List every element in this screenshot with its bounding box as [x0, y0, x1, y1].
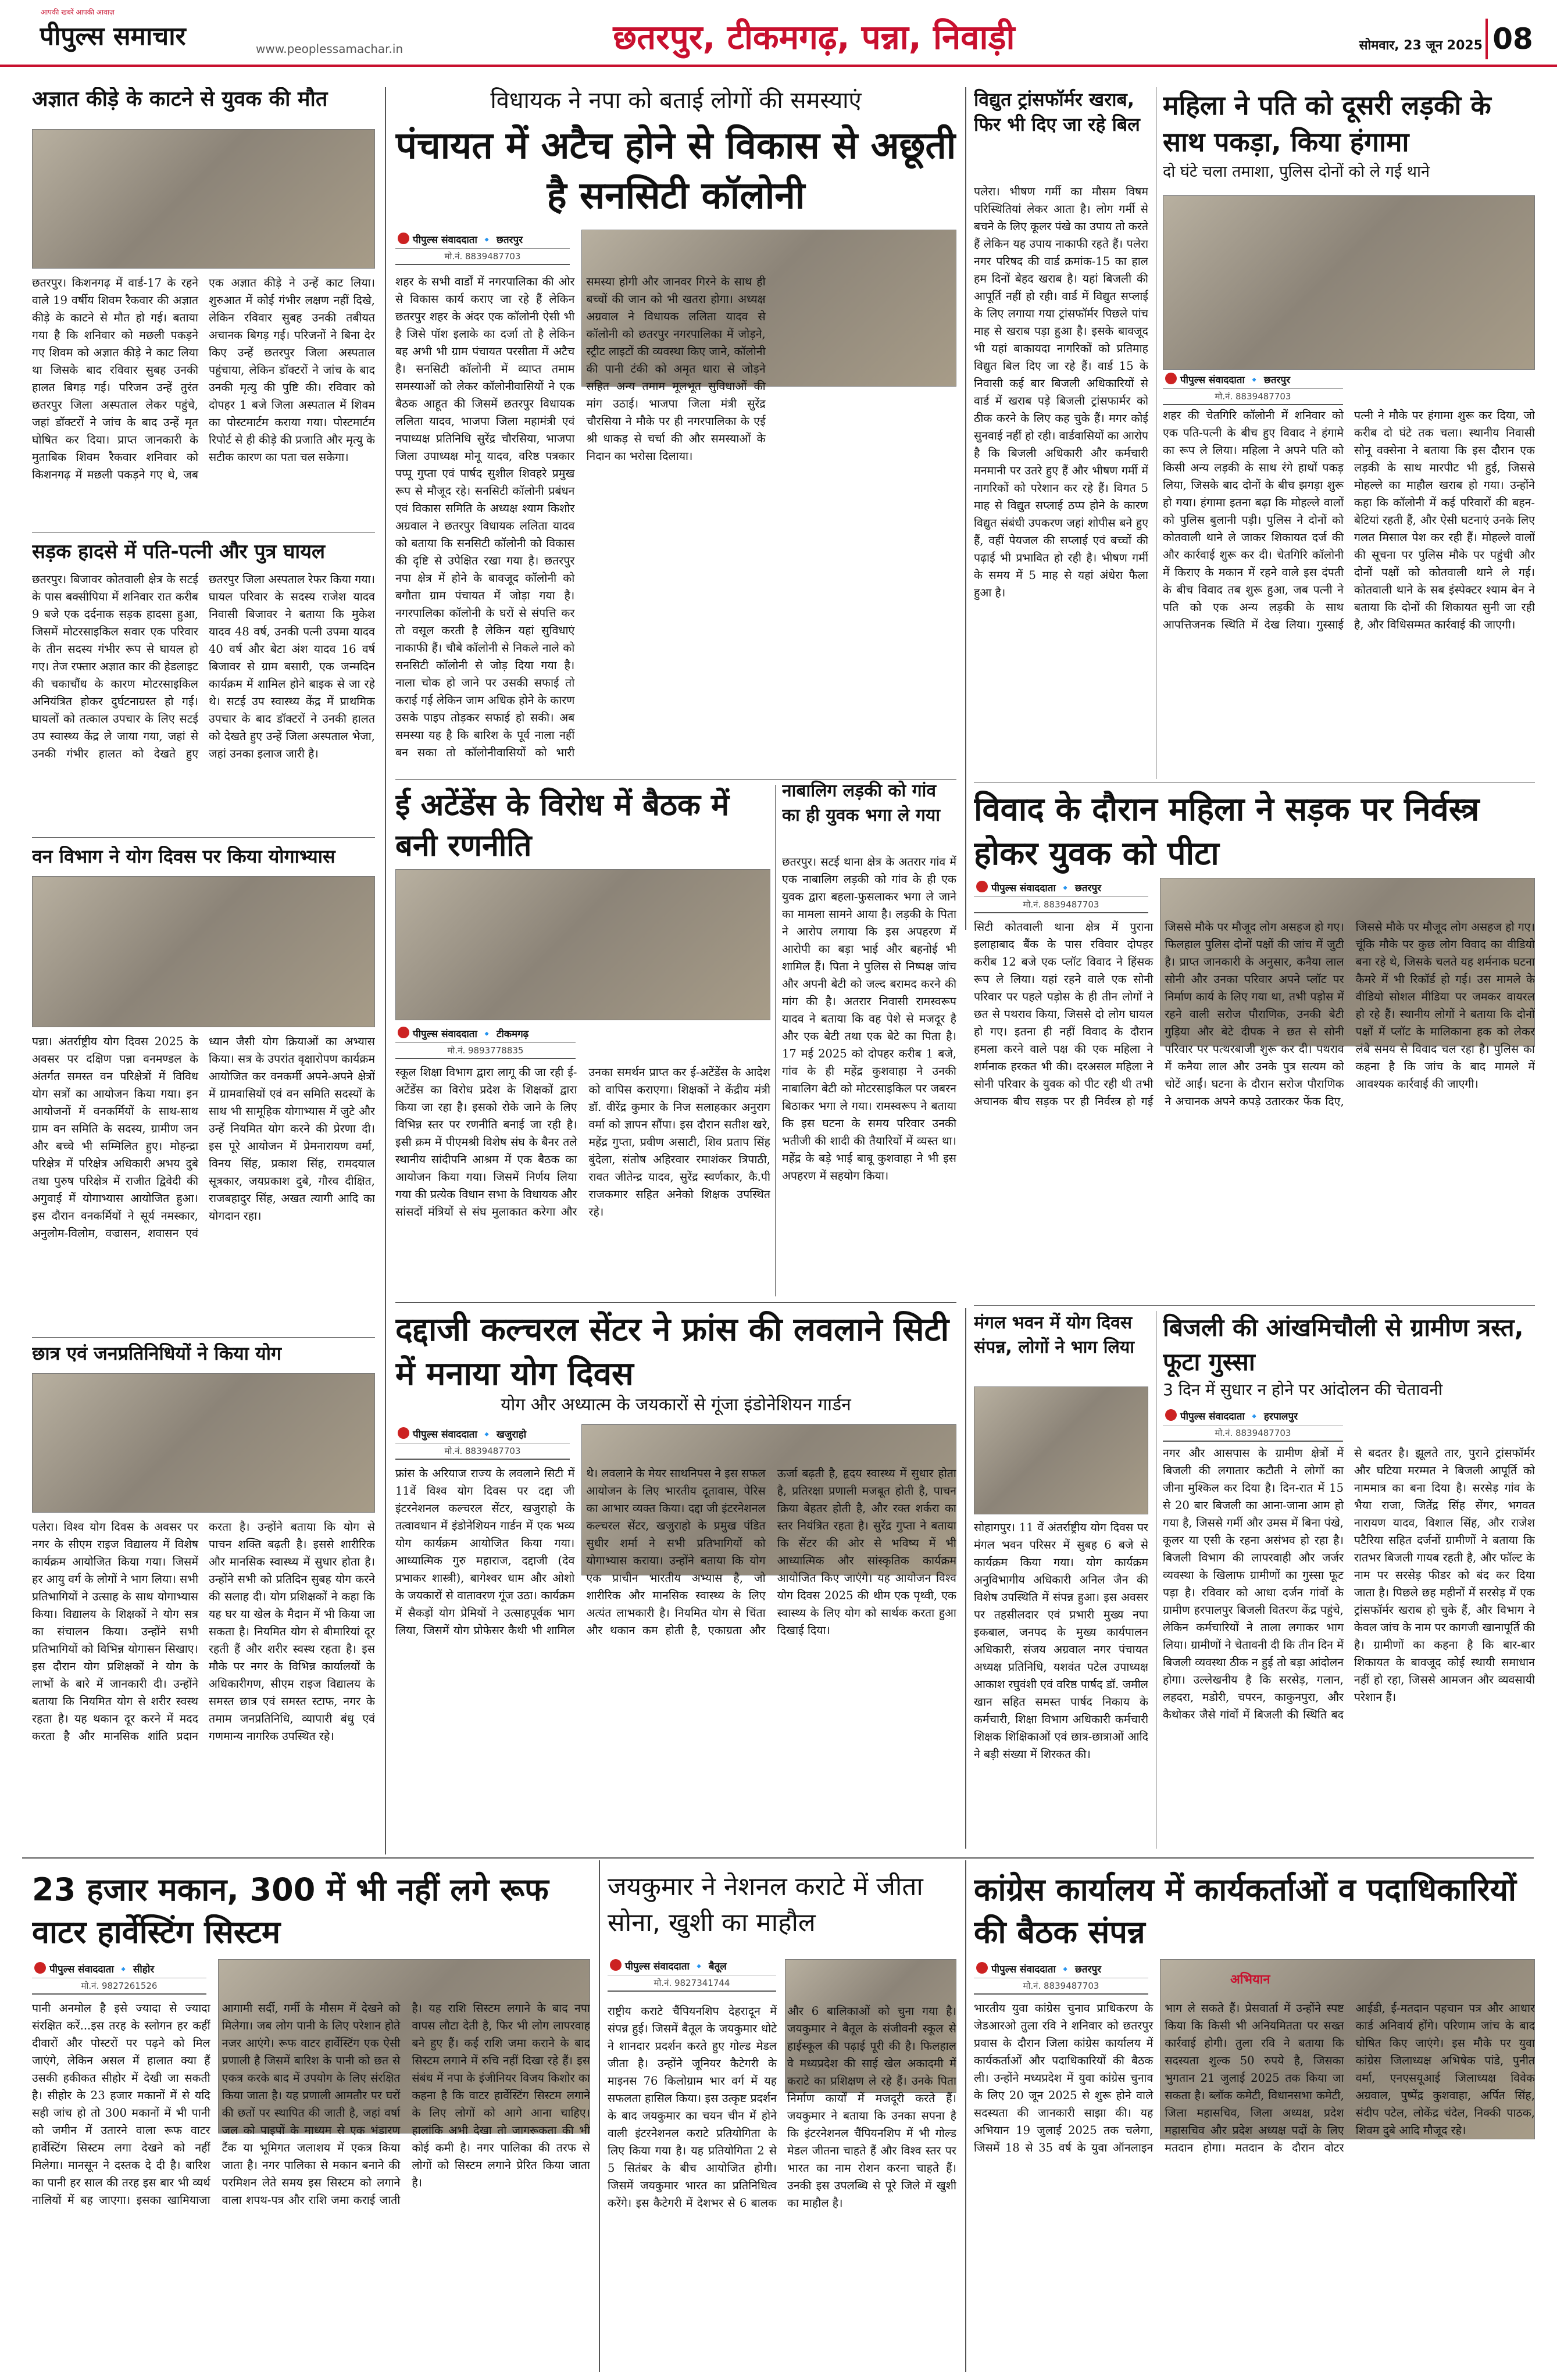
article-body: छतरपुर। किशनगढ़ में वार्ड-17 के रहने वाले 19 वर्षीय शिवम रैकवार की अज्ञात कीड़े के काटने से मौत हो गई। बताया गया है कि शनिवार को मछली पकड़ने गए शिवम को अज्ञात कीड़े ने काट लिया था जिसके बाद रविवार सुबह उनकी हालत बिगड़ गई। परिजन उन्हें तुरंत छतरपुर जिला अस्पताल लेकर पहुंचे, जहां डॉक्टरों ने जांच के बाद उन्हें मृत घोषित कर दिया। प्राप्त जानकारी के मुताबिक शिवम रैकवार शनिवार को किशनगढ़ में मछली पकड़ने गए थे, जब एक अज्ञात कीड़े ने उन्हें काट लिया। शुरुआत में कोई गंभीर लक्षण नहीं दिखे, लेकिन रविवार सुबह उनकी तबीयत अचानक बिगड़ गई। परिजनों ने बिना देर किए उन्हें छतरपुर जिला अस्पताल पहुंचाया, लेकिन डॉक्टरों ने जांच के बाद उनकी मृत्यु की पुष्टि की। रविवार को दोपहर 1 बजे जिला अस्पताल में शिवम का पोस्टमार्टम कराया गया। पोस्टमार्टम रिपोर्ट से ही कीड़े की प्रजाति और मृत्यु के सटीक कारण का पता चल सकेगा।: [32, 276, 375, 481]
article-body: फ्रांस के अरियाज राज्य के लवलाने सिटी में 11वें विश्व योग दिवस पर दद्दा जी इंटरनेशनल कल्चरल सेंटर, खजुराहो के तत्वावधान में इंडोनेशियन गार्डन में एक भव्य योग कार्यक्रम आयोजित किया गया। आध्यात्मिक गुरु महाराज, दद्दाजी (देव प्रभाकर शास्त्री), बागेश्वर धाम और ओशो के जयकारों से वातावरण गूंज उठा। कार्यक्रम में सैकड़ों योग प्रेमियों ने उत्साहपूर्वक भाग लिया, जिसमें योग प्रोफेसर कैथी भी शामिल थे। लवलाने के मेयर साथनिपस ने इस सफल आयोजन के लिए भारतीय दूतावास, पेरिस का आभार व्यक्त किया। दद्दा जी इंटरनेशनल कल्चरल सेंटर, खजुराहो के प्रमुख पंडित सुधीर शर्मा ने सभी प्रतिभागियों को योगाभ्यास कराया। उन्होंने बताया कि योग एक प्राचीन भारतीय अभ्यास है, जो शारीरिक और मानसिक स्वास्थ्य के लिए अत्यंत लाभकारी है। नियमित योग से चिंता और थकान कम होती है, एकाग्रता और ऊर्जा बढ़ती है, हृदय स्वास्थ्य में सुधार होता है, प्रतिरक्षा प्रणाली मजबूत होती है, पाचन क्रिया बेहतर होती है, और रक्त शर्करा का स्तर नियंत्रित रहता है। सुरेंद्र गुप्ता ने बताया कि सेंटर की ओर से भविष्य में भी आध्यात्मिक और सांस्कृतिक कार्यक्रम आयोजित किए जाएंगे। यह आयोजन विश्व योग दिवस 2025 की थीम एक पृथ्वी, एक स्वास्थ्य के लिए योग को सार्थक करता हुआ दिखाई दिया।: [395, 1467, 956, 1637]
article-body: शहर की चेतगिरि कॉलोनी में शनिवार को एक पति-पत्नी के बीच हुए विवाद ने हंगामे का रूप ले लिया। महिला ने अपने पति को किसी अन्य लड़की के साथ रंगे हाथों पकड़ लिया, जिसके बाद दोनों के बीच झगड़ा शुरू हो गया। हंगामा इतना बढ़ा कि मोहल्ले वालों को पुलिस बुलानी पड़ी। पुलिस ने दोनों को कोतवाली थाने ले जाकर शिकायत दर्ज की और कार्रवाई शुरू कर दी। चेतगिरि कॉलोनी में किराए के मकान में रहने वाले इस दंपती के बीच विवाद तब शुरू हुआ, जब पत्नी ने पति को एक अन्य लड़की के साथ आपत्तिजनक स्थिति में देख लिया। गुस्साई पत्नी ने मौके पर हंगामा शुरू कर दिया, जो करीब दो घंटे तक चला। स्थानीय निवासी सोनू वक्सेना ने बताया कि इस दौरान एक लड़की के साथ मारपीट भी हुई, जिससे मोहल्ले का माहौल खराब हो गया। उन्होंने कहा कि कॉलोनी में कई परिवारों की बहन-बेटियां रहती हैं, और ऐसी घटनाएं उनके लिए गलत मिसाल पेश कर रही हैं। मोहल्ले वालों की सूचना पर पुलिस मौके पर पहुंची और दोनों पक्षों को कोतवाली थाने ले गई। कोतवाली थाने के सब इंस्पेक्टर श्याम बेन ने बताया कि दोनों की शिकायत सुनी जा रही है, और विधिसम्मत कार्रवाई की जाएगी।: [1163, 409, 1535, 631]
article-body: छतरपुर। बिजावर कोतवाली क्षेत्र के सटई के पास बक्सीपिया में शनिवार रात करीब 9 बजे एक दर्दनाक सड़क हादसा हुआ, जिसमें मोटरसाइकिल सवार एक परिवार के तीन सदस्य गंभीर रूप से घायल हो गए। तेज रफ्तार अज्ञात कार की हेडलाइट की चकाचौंध के कारण मोटरसाइकिल अनियंत्रित होकर दुर्घटनाग्रस्त हो गई। घायलों को तत्काल उपचार के लिए सटई उप स्वास्थ्य केंद्र ले जाया गया, जहां से उनकी गंभीर हालत को देखते हुए छतरपुर जिला अस्पताल रेफर किया गया। घायल परिवार के सदस्य राजेश यादव निवासी बिजावर ने बताया कि मुकेश यादव 48 वर्ष, उनकी पत्नी उपमा यादव 40 वर्ष और बेटा अंश यादव 16 वर्ष बिजावर से ग्राम बसारी, एक जन्मदिन कार्यक्रम में शामिल होने बाइक से जा रहे थे। सटई उप स्वास्थ्य केंद्र में प्राथमिक उपचार के बाद डॉक्टरों ने उनकी हालत को देखते हुए उन्हें जिला अस्पताल भेजा, जहां उनका इलाज जारी है।: [32, 573, 375, 760]
photo-forest-yoga: [32, 876, 375, 1027]
article-body: पन्ना। अंतर्राष्ट्रीय योग दिवस 2025 के अवसर पर दक्षिण पन्ना वनमण्डल के अंतर्गत समस्त वन परिक्षेत्रों में विविध योग सत्रों का आयोजन किया गया। इन आयोजनों में वनकर्मियों के साथ-साथ ग्राम वन समिति के सदस्य, ग्रामीण जन और बच्चे भी सम्मिलित हुए। मोहन्द्रा परिक्षेत्र में परिक्षेत्र अधिकारी अभय दुबे तथा पुरुष परिक्षेत्र में राजीत द्विवेदी की अगुवाई में योगाभ्यास आयोजित हुआ। इस दौरान वनकर्मियों ने सूर्य नमस्कार, अनुलोम-विलोम, वज्रासन, शवासन एवं ध्यान जैसी योग क्रियाओं का अभ्यास किया। सत्र के उपरांत वृक्षारोपण कार्यक्रम आयोजित कर वनकर्मी अपने-अपने क्षेत्रों में ग्रामवासियों एवं वन समिति सदस्यों के साथ भी सामूहिक योगाभ्यास में जुटे और उन्हें नियमित योग करने की प्रेरणा दी। इस पूरे आयोजन में प्रेमनारायण वर्मा, विनय सिंह, प्रकाश सिंह, रामदयाल सूत्रकार, जयप्रकाश दुबे, गौरव दीक्षित, राजबहादुर सिंह, अखत त्यागी आदि का योगदान रहा।: [32, 1035, 375, 1240]
photo-police-station: [1163, 195, 1535, 370]
byline: पीपुल्स संवाददाता 🔹 छतरपुर: [1163, 370, 1343, 389]
article-body: पलेरा। भीषण गर्मी का मौसम विषम परिस्थितियां लेकर आता है। लोग गर्मी से बचने के लिए कूलर पंखे का उपाय तो करते हैं लेकिन यह उपाय नाकाफी रहते हैं। पलेरा नगर परिषद की वार्ड क्रमांक-15 का हाल हम दिनों बेहद खराब है। यहां बिजली की आपूर्ति नहीं हो रही। वार्ड में विद्युत सप्लाई के लिए लगाया गया ट्रांसफॉर्मर पिछले पांच माह से खराब पड़ा हुआ है। इसके बावजूद भी यहां बाकायदा नागरिकों को प्रतिमाह विद्युत बिल दिए जा रहे हैं। वार्ड 15 के निवासी कई बार बिजली अधिकारियों से वार्ड में खराब पड़े बिजली ट्रांसफार्मर को ठीक करने के लिए कह चुके हैं। मगर कोई सुनवाई नहीं हो रही। वार्डवासियों का आरोप है कि बिजली अधिकारी और कर्मचारी मनमानी पर उतरे हुए हैं और भीषण गर्मी में नागरिकों को परेशान कर रहे हैं। विगत 5 माह से विद्युत सप्लाई ठप्प होने के कारण विद्युत संबंधी उपकरण जहां शोपीस बने हुए हैं, वहीं पेयजल की सप्लाई एवं बच्चों की पढ़ाई भी प्रभावित हो रही है। भीषण गर्मी के समय में 5 माह से यहां अंधेरा फैला हुआ है।: [974, 185, 1148, 599]
page-number: 08: [1485, 19, 1538, 59]
byline: पीपुल्स संवाददाता 🔹 हरपालपुर: [1163, 1406, 1343, 1425]
subtitle: योग और अध्यात्म के जयकारों से गूंजा इंडोनेशियन गार्डन: [501, 1395, 851, 1415]
article-body: शहर के सभी वार्डों में नगरपालिका की ओर से विकास कार्य कराए जा रहे हैं लेकिन छतरपुर शहर के अंदर एक कॉलोनी ऐसी भी है जिसे पॉश इलाके का दर्जा तो है लेकिन बह अभी भी ग्राम पंचायत परसीता में अटैच है। सनसिटी कॉलोनी में व्याप्त तमाम समस्याओं को लेकर कॉलोनीवासियों ने एक बैठक आहूत की जिसमें छतरपुर विधायक ललिता यादव, भाजपा जिला महामंत्री एवं नपाध्यक्ष प्रतिनिधि सुरेंद्र चौरसिया, भाजपा जिला उपाध्यक्ष मोनू यादव, वरिष्ठ पत्रकार पप्पू गुप्ता एवं पार्षद सुशील शिवहरे प्रमुख रूप से मौजूद रहे। सनसिटी कॉलोनी प्रबंधन एवं विकास समिति के अध्यक्ष श्याम किशोर अग्रवाल ने छतरपुर विधायक ललिता यादव को बताया कि सनसिटी कॉलोनी को विकास की दृष्टि से उपेक्षित रखा गया है। छतरपुर नपा क्षेत्र में होने के बावजूद कॉलोनी को बगौता ग्राम पंचायत में जोड़ा गया है। नगरपालिका कॉलोनी के घरों से संपत्ति कर तो वसूल करती है लेकिन यहां सुविधाएं नाकाफी हैं। चौबे कॉलोनी से निकले नाले को सनसिटी कॉलोनी से जोड़ दिया गया है। नाला चोक हो जाने पर उसकी सफाई तो कराई गई लेकिन जाम अधिक होने के कारण उसके पाइप तोड़कर सफाई हो सकी। अब समस्या यह है कि बारिश के पूर्व नाला नहीं बन सका तो कॉलोनीवासियों को भारी समस्या होगी और जानवर गिरने के साथ ही बच्चों की जान को भी खतरा होगा। अध्यक्ष अग्रवाल ने विधायक ललिता यादव से कॉलोनी को छतरपुर नगरपालिका में जोड़ने, स्ट्रीट लाइटों की व्यवस्था किए जाने, कॉलोनी की पानी टंकी को अमृत धारा से जोड़ने सहित अन्य तमाम मूलभूत सुविधाओं की मांग उठाई। भाजपा जिला मंत्री सुरेंद्र चौरसिया ने मौके पर ही नगरपालिका के एई श्री धाकड़ से चर्चा की और समस्याओं के निदान का भरोसा दिलाया।: [395, 275, 766, 759]
mobile-number: मो.नं. 9827261526: [32, 1978, 206, 1995]
headline: दद्दाजी कल्चरल सेंटर ने फ्रांस की लवलाने सिटी में मनाया योग दिवस: [395, 1311, 949, 1393]
headline: पंचायत में अटैच होने से विकास से अछूती है सनसिटी कॉलोनी: [395, 124, 956, 218]
banner-text: अभियान: [1230, 1972, 1270, 1987]
mobile-number: मो.नं. 9827341744: [608, 1975, 776, 1992]
article-body: भारतीय युवा कांग्रेस चुनाव प्राधिकरण के जेडआरओ तुला रवि ने शनिवार को छतरपुर प्रवास के दौरान जिला कांग्रेस कार्यालय में कार्यकर्ताओं और पदाधिकारियों की बैठक ली। उन्होंने मध्यप्रदेश में युवा कांग्रेस चुनाव के लिए 20 जून 2025 से शुरू होने वाले सदस्यता की जानकारी साझा की। यह अभियान 19 जुलाई 2025 तक चलेगा, जिसमें 18 से 35 वर्ष के युवा ऑनलाइन भाग ले सकते हैं। प्रेसवार्ता में उन्होंने स्पष्ट किया कि किसी भी अनियमितता पर सख्त कार्रवाई होगी। तुला रवि ने बताया कि सदस्यता शुल्क 50 रुपये है, जिसका भुगतान 21 जुलाई 2025 तक किया जा सकता है। ब्लॉक कमेटी, विधानसभा कमेटी, जिला महासचिव, जिला अध्यक्ष, प्रदेश महासचिव और प्रदेश अध्यक्ष पदों के लिए मतदान होगा। मतदान के दौरान वोटर आईडी, ई-मतदान पहचान पत्र और आधार कार्ड अनिवार्य होंगे। परिणाम जांच के बाद घोषित किए जाएंगे। इस मौके पर युवा कांग्रेस जिलाध्यक्ष अभिषेक पांडे, पुनीत वर्मा, एनएसयूआई जिलाध्यक्ष विवेक अग्रवाल, पुष्पेंद्र कुशवाहा, अर्पित सिंह, संदीप पटेल, लोकेंद्र चंदेल, निक्की पाठक, शिवम दुबे आदि मौजूद रहे।: [974, 2002, 1535, 2154]
byline: पीपुल्स संवाददाता 🔹 बैतूल: [608, 1956, 776, 1975]
article-minor-girl: [782, 779, 956, 1296]
headline: नाबालिग लड़की को गांव का ही युवक भगा ले गया: [782, 781, 941, 826]
article-mangal-bhawan: [974, 1311, 1148, 1852]
photo-insect-bite-victim: [32, 129, 375, 269]
photo-student-yoga: [32, 1373, 375, 1513]
article-water-harvesting: [32, 1869, 590, 2369]
section-title: छतरपुर, टीकमगढ़, पन्ना, निवाड़ी: [613, 17, 1015, 57]
byline: पीपुल्स संवाददाता 🔹 छतरपुर: [974, 1959, 1148, 1978]
mobile-number: मो.नं. 8839487703: [1163, 389, 1343, 405]
article-e-attendance: [395, 785, 770, 1296]
byline: पीपुल्स संवाददाता 🔹 सीहोर: [32, 1959, 206, 1978]
logo-tagline: आपकी खबरें आपकी आवाज़: [41, 8, 115, 16]
article-body: राष्ट्रीय कराटे चैंपियनशिप देहरादून में संपन्न हुई। जिसमें बैतूल के जयकुमार धोटे ने शानदार प्रदर्शन करते हुए गोल्ड मेडल जीता है। उन्होंने जूनियर कैटेगरी के माइनस 76 किलोग्राम भार वर्ग में यह सफलता हासिल किया। इस उत्कृष्ट प्रदर्शन के बाद जयकुमार का चयन चीन में होने वाली इंटरनेशनल कराटे प्रतियोगिता के लिए किया गया है। यह प्रतियोगिता 2 से 5 सितंबर के बीच आयोजित होगी। जिसमें जयकुमार भारत का प्रतिनिधित्व करेंगे। इस कैटेगरी में देशभर से 6 बालक और 6 बालिकाओं को चुना गया है। जयकुमार ने बैतूल के संजीवनी स्कूल से हाईस्कूल की पढ़ाई पूरी की है। फिलहाल वे मध्यप्रदेश की साई खेल अकादमी में कराटे का प्रशिक्षण ले रहे हैं। उनके पिता निर्माण कार्यों में मजदूरी करते हैं। जयकुमार ने बताया कि उनका सपना है कि इंटरनेशनल चैंपियनशिप में भी गोल्ड मेडल जीतना चाहते हैं और विश्व स्तर पर भारत का नाम रोशन करना चाहते हैं। उनकी इस उपलब्धि से पूरे जिले में खुशी का माहौल है।: [608, 2004, 956, 2210]
article-body: स्कूल शिक्षा विभाग द्वारा लागू की जा रही ई-अटेंडेंस का विरोध प्रदेश के शिक्षकों द्वारा किया जा रहा है। इसको रोके जाने के लिए विभिन्न स्तर पर रणनीति बनाई जा रही है। इसी क्रम में पीएमश्री विशेष संघ के बैनर तले स्थानीय सांदीपनि आश्रम में एक बैठक का आयोजन किया गया। जिसमें निर्णय लिया गया की प्रत्येक विधान सभा के विधायक और सांसदों मंत्रियों से संघ मुलाकात करेगा और उनका समर्थन प्राप्त कर ई-अटेंडेंस के आदेश को वापिस कराएगा। शिक्षकों ने केंद्रीय मंत्री डॉ. वीरेंद्र कुमार के निज सलाहकार अनुराग वर्मा को ज्ञापन सौंपा। इस दौरान सतीश खरे, महेंद्र गुप्ता, प्रवीण असाटी, शिव प्रताप सिंह बुंदेला, संतोष अहिरवार रमाशंकर त्रिपाठी, रावत जीतेन्द्र यादव, सुरेंद्र स्वर्णकार, कै.पी राजकमार सहित अनेको शिक्षक उपस्थित रहे।: [395, 1066, 770, 1218]
byline: पीपुल्स संवाददाता 🔹 छतरपुर: [395, 230, 570, 249]
headline: वन विभाग ने योग दिवस पर किया योगाभ्यास: [32, 846, 335, 867]
headline: ई अटेंडेंस के विरोध में बैठक में बनी रणनीति: [395, 788, 730, 864]
photo-e-attendance-memo: [395, 869, 770, 1020]
article-daddaji-france: [395, 1308, 956, 1852]
headline: कांग्रेस कार्यालय में कार्यकर्ताओं व पदाधिकारियों की बैठक संपन्न: [974, 1871, 1516, 1950]
masthead: [0, 0, 1557, 67]
headline: 23 हजार मकान, 300 में भी नहीं लगे रूफ वाटर हार्वेस्टिंग सिस्टम: [32, 1871, 549, 1950]
headline: बिजली की आंखमिचौली से ग्रामीण त्रस्त, फूटा गुस्सा: [1163, 1313, 1524, 1376]
article-power-cuts: [1163, 1311, 1535, 1852]
mobile-number: मो.नं. 8839487703: [974, 1978, 1148, 1995]
article-street-fight: [974, 788, 1535, 1302]
byline: पीपुल्स संवाददाता 🔹 छतरपुर: [974, 878, 1148, 897]
website-link[interactable]: www.peoplessamachar.in: [256, 42, 403, 56]
article-student-yoga: [32, 1343, 375, 1849]
article-body: सिटी कोतवाली थाना क्षेत्र में पुराना इलाहाबाद बैंक के पास रविवार दोपहर करीब 12 बजे एक प्लॉट विवाद ने हिंसक रूप ले लिया। यहां रहने वाले एक सोनी परिवार पर पहले पड़ोस के ही तीन लोगों ने छत से पथराव किया, जिससे दो लोग घायल हो गए। इतना ही नहीं विवाद के दौरान हमला करने वाले पक्ष की एक महिला ने शर्मनाक हरकत भी की। दरअसल महिला ने सोनी परिवार के युवक को पीट रही थी तभी अचानक बीच सड़क पर ही निर्वस्त्र हो गई जिससे मौके पर मौजूद लोग असहज हो गए। फिलहाल पुलिस दोनों पक्षों की जांच में जुटी है। प्राप्त जानकारी के अनुसार, कनैया लाल सोनी और उनका परिवार अपने प्लॉट पर निर्माण कार्य के लिए गया था, तभी पड़ोस में रहने वाली सरोज पौराणिक, उनकी बेटी गुड़िया और बेटे दीपक ने छत से सोनी परिवार पर पत्थरबाजी शुरू कर दी। पथराव में कनैया लाल और उनके पुत्र सत्यम को चोटें आईं। घटना के दौरान सरोज पौराणिक ने अचानक अपने कपड़े उतारकर फेंक दिए, जिससे मौके पर मौजूद लोग असहज हो गए। चूंकि मौके पर कुछ लोग विवाद का वीडियो बना रहे थे, जिसके चलते यह शर्मनाक घटना कैमरे में भी रिकॉर्ड हो गई। उस मामले के वीडियो सोशल मीडिया पर जमकर वायरल हो रहे हैं। स्थानीय लोगों ने बताया कि दोनों पक्षों में प्लॉट के मालिकाना हक को लेकर लंबे समय से विवाद चल रहा है। पुलिस का कहना है कि जांच के बाद मामले में आवश्यक कार्रवाई की जाएगी।: [974, 920, 1535, 1108]
article-husband-caught: [1163, 87, 1535, 779]
article-suncity-colony: [395, 87, 956, 773]
article-road-accident: [32, 541, 375, 831]
article-body: पानी अनमोल है इसे ज्यादा से ज्यादा संरक्षित करें...इस तरह के स्लोगन हर कहीं दीवारों और पोस्टरों पर पढ़ने को मिल जाएंगे, लेकिन असल में हालात क्या हैं उसकी हकीकत सीहोर में देखी जा सकती है। सीहोर के 23 हजार मकानों में से यदि सही जांच हो तो 300 मकानों में भी पानी को जमीन में उतारने वाला रूफ वाटर हार्वेस्टिंग सिस्टम लगा देखने को नहीं मिलेगा। मानसून ने दस्तक दे दी है। बारिश का पानी हर साल की तरह इस बार भी व्यर्थ नालियों में बह जाएगा। इसका खामियाजा आगामी सर्दी, गर्मी के मौसम में देखने को मिलेगा। जब लोग पानी के लिए परेशान होते नजर आएंगे। रूफ वाटर हार्वेस्टिंग एक ऐसी प्रणाली है जिसमें बारिश के पानी को छत से एकत्र करके बाद में उपयोग के लिए संरक्षित किया जाता है। यह प्रणाली आमतौर पर घरों की छतों पर स्थापित की जाती है, जहां वर्षा जल को पाइपों के माध्यम से एक भंडारण टैंक या भूमिगत जलाशय में एकत्र किया जाता है। नगर पालिका से मकान बनाने की परमिशन लेते समय इस सिस्टम को लगाने वाला शपथ-पत्र और राशि जमा कराई जाती है। यह राशि सिस्टम लगाने के बाद नपा वापस लौटा देती है, फिर भी लोग लापरवाह बने हुए हैं। कई राशि जमा कराने के बाद सिस्टम लगाने में रुचि नहीं दिखा रहे हैं। इस संबंध में नपा के इंजीनियर विजय किशोर का कहना है कि वाटर हार्वेस्टिंग सिस्टम लगाने के लिए लोगों को आगे आना चाहिए। हालांकि अभी देखा तो जागरूकता की भी कोई कमी है। नगर पालिका की तरफ से लोगों को सिस्टम लगाने प्रेरित किया जाता है।: [32, 2002, 590, 2207]
byline: पीपुल्स संवाददाता 🔹 खजुराहो: [395, 1424, 570, 1443]
subtitle: दो घंटे चला तमाशा, पुलिस दोनों को ले गई थाने: [1163, 163, 1430, 181]
mobile-number: मो.नं. 8839487703: [1163, 1425, 1343, 1442]
headline: विद्युत ट्रांसफॉर्मर खराब, फिर भी दिए जा रहे बिल: [974, 88, 1140, 136]
headline: विवाद के दौरान महिला ने सड़क पर निर्वस्त्र होकर युवक को पीटा: [974, 791, 1480, 873]
article-karate-gold: [608, 1869, 956, 2369]
article-body: छतरपुर। सटई थाना क्षेत्र के अतरार गांव में एक नाबालिग लड़की को गांव के ही एक युवक द्वारा बहला-फुसलाकर भगा ले जाने का मामला सामने आया है। लड़की के पिता ने आरोप लगाया कि इस अपहरण में आरोपी का बड़ा भाई और बहनोई भी शामिल हैं। पिता ने पुलिस से निष्पक्ष जांच और अपनी बेटी को जल्द बरामद करने की मांग की है। अतरार निवासी रामस्वरूप यादव ने बताया कि वह पेशे से मजदूर है और एक बेटी तथा एक बेटे का पिता है। 17 मई 2025 को दोपहर करीब 1 बजे, गांव के ही महेंद्र कुशवाहा ने उनकी नाबालिग बेटी को मोटरसाइकिल पर जबरन बिठाकर भगा ले गया। रामस्वरूप ने बताया कि इस घटना के समय परिवार उनकी भतीजी की शादी की तैयारियों में व्यस्त था। महेंद्र के बड़े भाई बाबू कुशवाहा ने भी इस अपहरण में सहयोग किया।: [782, 855, 956, 1182]
mobile-number: मो.नं. 9893778835: [395, 1043, 576, 1059]
article-body: सोहागपुर। 11 वें अंतर्राष्ट्रीय योग दिवस पर मंगल भवन परिसर में सुबह 6 बजे से कार्यक्रम किया गया। योग कार्यक्रम अनुविभागीय अधिकारी अनिल जैन की विशेष उपस्थिति में संपन्न हुआ। इस अवसर पर तहसीलदार एवं प्रभारी मुख्य नपा इकबाल, जनपद के मुख्य कार्यपालन अधिकारी, संजय अग्रवाल नगर पंचायत अध्यक्ष प्रतिनिधि, यशवंत पटेल उपाध्यक्ष आकाश रघुवंशी एवं वरिष्ठ पार्षद डॉ. जमील खान सहित समस्त पार्षद निकाय के कर्मचारी, शिक्षा विभाग अधिकारी कर्मचारी शिक्षक शिक्षिकाओं एवं छात्र-छात्राओं आदि ने बड़ी संख्या में शिरकत की।: [974, 1521, 1148, 1761]
issue-date: सोमवार, 23 जून 2025: [1359, 38, 1483, 53]
headline: जयकुमार ने नेशनल कराटे में जीता सोना, खुशी का माहौल: [608, 1872, 923, 1938]
mobile-number: मो.नं. 8839487703: [395, 1443, 570, 1460]
byline: पीपुल्स संवाददाता 🔹 टीकमगढ़: [395, 1024, 576, 1043]
headline: छात्र एवं जनप्रतिनिधियों ने किया योग: [32, 1343, 282, 1364]
headline: अज्ञात कीड़े के काटने से युवक की मौत: [32, 87, 328, 111]
article-congress-meeting: [974, 1869, 1535, 2369]
article-transformer-bills: [974, 87, 1148, 779]
kicker: विधायक ने नपा को बताई लोगों की समस्याएं: [490, 87, 862, 114]
photo-mangal-bhawan-yoga: [974, 1386, 1148, 1514]
headline: मंगल भवन में योग दिवस संपन्न, लोगों ने भाग लिया: [974, 1313, 1135, 1357]
headline: महिला ने पति को दूसरी लड़की के साथ पकड़ा, किया हंगामा: [1163, 90, 1491, 158]
subtitle: 3 दिन में सुधार न होने पर आंदोलन की चेतावनी: [1163, 1380, 1443, 1399]
article-body: पलेरा। विश्व योग दिवस के अवसर पर नगर के सीएम राइज विद्यालय में विशेष कार्यक्रम आयोजित किया गया। जिसमें हर आयु वर्ग के लोगों ने भाग लिया। सभी प्रतिभागियों ने उत्साह के साथ योगाभ्यास किया। विद्यालय के शिक्षकों ने योग सत्र का संचालन किया। उन्होंने सभी प्रतिभागियों को विभिन्न योगासन सिखाए। इस दौरान योग प्रशिक्षकों ने योग के लाभों के बारे में जानकारी दी। उन्होंने बताया कि नियमित योग से शरीर स्वस्थ रहता है। यह थकान दूर करने में मदद करता है और मानसिक शांति प्रदान करता है। उन्होंने बताया कि योग से पाचन शक्ति बढ़ती है। इससे शारीरिक और मानसिक स्वास्थ्य में सुधार होता है। उन्होंने सभी को प्रतिदिन सुबह योग करने की सलाह दी। योग प्रशिक्षकों ने कहा कि यह घर या खेल के मैदान में भी किया जा सकता है। नियमित योग से बीमारियां दूर रहती हैं और शरीर स्वस्थ रहता है। इस मौके पर नगर के विभिन्न कार्यालयों के अधिकारीगण, सीएम राइज विद्यालय के समस्त छात्र एवं समस्त स्टाफ, नगर के तमाम जनप्रतिनिधि, व्यापारी बंधु एवं गणमान्य नागरिक उपस्थित रहे।: [32, 1520, 375, 1743]
article-forest-yoga: [32, 846, 375, 1334]
article-insect-bite: [32, 87, 375, 529]
logo: पीपुल्स समाचार: [40, 22, 186, 51]
mobile-number: मो.नं. 8839487703: [395, 249, 570, 265]
mobile-number: मो.नं. 8839487703: [974, 897, 1148, 913]
headline: सड़क हादसे में पति-पत्नी और पुत्र घायल: [32, 541, 326, 563]
article-body: नगर और आसपास के ग्रामीण क्षेत्रों में बिजली की लगातार कटौती ने लोगों का जीना मुश्किल कर दिया है। दिन-रात में 15 से 20 बार बिजली का आना-जाना आम हो गया है, जिससे गर्मी और उमस में बिना पंखे, कूलर या एसी के रहना असंभव हो रहा है। बिजली विभाग की लापरवाही और जर्जर व्यवस्था के खिलाफ ग्रामीणों का गुस्सा फूट पड़ा है। रविवार को आधा दर्जन गांवों के ग्रामीण हरपालपुर बिजली वितरण केंद्र पहुंचे, लेकिन कर्मचारियों ने ताला लगाकर भाग लिया। ग्रामीणों ने चेतावनी दी कि तीन दिन में बिजली व्यवस्था ठीक न हुई तो बड़ा आंदोलन होगा। उल्लेखनीय है कि सरसेड़, गलान, लहदरा, मडोरी, चपरन, काकुनपुरा, और कैथोकर जैसे गांवों में बिजली की स्थिति बद से बदतर है। झूलते तार, पुराने ट्रांसफॉर्मर और घटिया मरम्मत ने बिजली आपूर्ति को नाममात्र का बना दिया है। सरसेड़ गांव के भैया राजा, जितेंद्र सिंह सेंगर, भगवत नारायण यादव, विशाल सिंह, और राजेश पटैरिया सहित दर्जनों ग्रामीणों ने बताया कि रातभर बिजली गायब रहती है, और फॉल्ट के नाम पर सरसेड़ फीडर को बंद कर दिया जाता है। पिछले छह महीनों में सरसेड़ में एक ट्रांसफॉर्मर खराब हो चुके हैं, और विभाग ने केवल जांच के नाम पर कागजी खानापूर्ति की है। ग्रामीणों का कहना है कि बार-बार शिकायत के बावजूद कोई स्थायी समाधान नहीं हो रहा, जिससे आमजन और व्यवसायी परेशान हैं।: [1163, 1446, 1535, 1721]
